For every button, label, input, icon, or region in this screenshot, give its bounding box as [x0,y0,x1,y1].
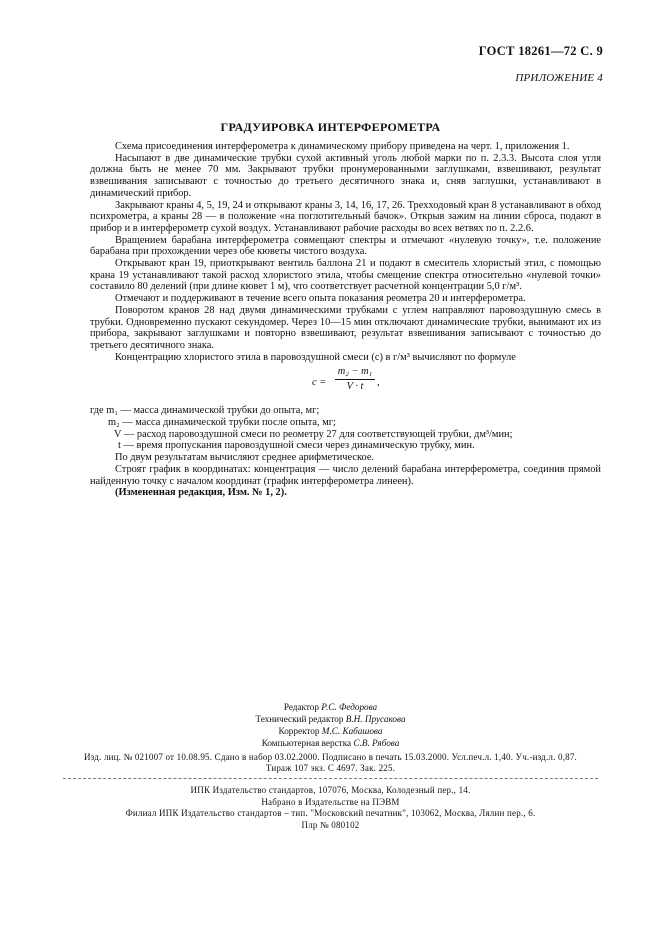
section-title: ГРАДУИРОВКА ИНТЕРФЕРОМЕТРА [220,120,441,134]
legend-row: m₂ — масса динамической трубки после опыта, мг; [108,417,336,429]
paragraph: Закрывают краны 4, 5, 19, 24 и открывают краны 3, 14, 16, 17, 26. Трехходовый кран 8 устанавливают в обход психрометра, а краны 28 — в положение «на поглотительный бачок». Открыв зажим на линии сброса, подают в прибор и в интерферометр сухой воздух. Устанавливают рабочие расходы во всех ветвях по п. 2.2.6. [90,199,601,234]
printer-line: Плр № 080102 [301,819,360,830]
credit-layout: Компьютерная верстка С.В. Рябова [261,738,400,748]
paragraph: Открывают кран 19, приоткрывают вентиль баллона 21 и подают в смеситель хлористый этил, с помощью крана 19 устанавливают такой расход хлористого этила, чтобы смещение спектра относительно «нулевой точки» составило 80 делений (при длине кювет 1 м), что соответствует расчетной концентрации 5,0 г/м³. [90,258,601,293]
document-id: ГОСТ 18261—72 С. 9 [478,44,603,58]
formula-lhs: c = [312,377,327,389]
variable-legend [90,405,601,452]
credit-tech-editor: Технический редактор В.Н. Прусакова [255,714,406,724]
body-text [90,141,601,499]
paragraph: Строят график в координатах: концентрация — число делений барабана интерферометра, соединив прямой найденную точку с началом координат (график интерферометра линеен). [90,463,601,487]
concentration-formula [90,363,601,405]
paragraph: Насыпают в две динамические трубки сухой активный уголь любой марки по п. 2.3.3. Высота слоя угля должна быть не менее 70 мм. Закрывают трубки пронумерованными заглушками, взвешивают, результат взвешивания записывают с точностью до третьего десятичного знака и, сняв заглушки, устанавливают в динамический прибор. [90,152,601,199]
editorial-credits [0,701,661,749]
printer-line: Филиал ИПК Издательство стандартов – тип. "Московский печатник", 103062, Москва, Лялин пер., 6. [125,808,536,818]
paragraph: Концентрацию хлористого этила в паровоздушной смеси (c) в г/м³ вычисляют по формуле [115,351,516,363]
legend-row: где m₁ — масса динамической трубки до опыта, мг; [90,405,320,417]
printer-line: Набрано в Издательстве на ПЭВМ [261,796,400,807]
paragraph: Схема присоединения интерферометра к динамическому прибору приведена на черт. 1, приложения 1. [115,141,570,152]
credit-editor: Редактор Р.С. Федорова [283,702,378,712]
paragraph: Отмечают и поддерживают в течение всего опыта показания реометра 20 и интерферометра. [115,293,526,305]
paragraph: Вращением барабана интерферометра совмещают спектры и отмечают «нулевую точку», т.е. положение барабана при прохождении через обе кюветы чистого воздуха. [90,234,601,258]
publication-info [0,752,661,774]
paragraph: Поворотом кранов 28 над двумя динамическими трубками с углем направляют паровоздушную смесь в трубки. Одновременно пускают секундомер. Через 10—15 мин отключают динамические трубки, вынимают их из прибора, закрывают заглушками и повторно взвешивают, результат взвешивания записывают с точностью до третьего десятичного знака. [90,304,601,351]
revision-note: (Измененная редакция, Изм. № 1, 2). [115,487,287,499]
credit-corrector: Корректор М.С. Кабашова [278,726,383,736]
formula-end: , [377,377,380,389]
appendix-label: ПРИЛОЖЕНИЕ 4 [515,72,603,84]
publication-line: Изд. лиц. № 021007 от 10.08.95. Сдано в набор 03.02.2000. Подписано в печать 15.03.2000. Усл.печ.л. 1,40. Уч.-изд.л. 0,87. [83,752,577,762]
formula-numerator: m₂ − m₁ [335,366,375,380]
formula-fraction [335,366,375,392]
legend-row: V — расход паровоздушной смеси по реометру 27 для соответствующей трубки, дм³/мин; [114,428,513,440]
printer-info [0,785,661,831]
paragraph: По двум результатам вычисляют среднее арифметическое. [115,452,375,464]
formula-denominator: V · t [346,381,364,393]
divider [63,778,598,779]
printer-line: ИПК Издательство стандартов, 107076, Москва, Колодезный пер., 14. [190,785,471,795]
publication-line: Тираж 107 экз. С 4697. Зак. 225. [265,763,396,773]
legend-row: t — время пропускания паровоздушной смеси через динамическую трубку, мин. [118,440,475,452]
